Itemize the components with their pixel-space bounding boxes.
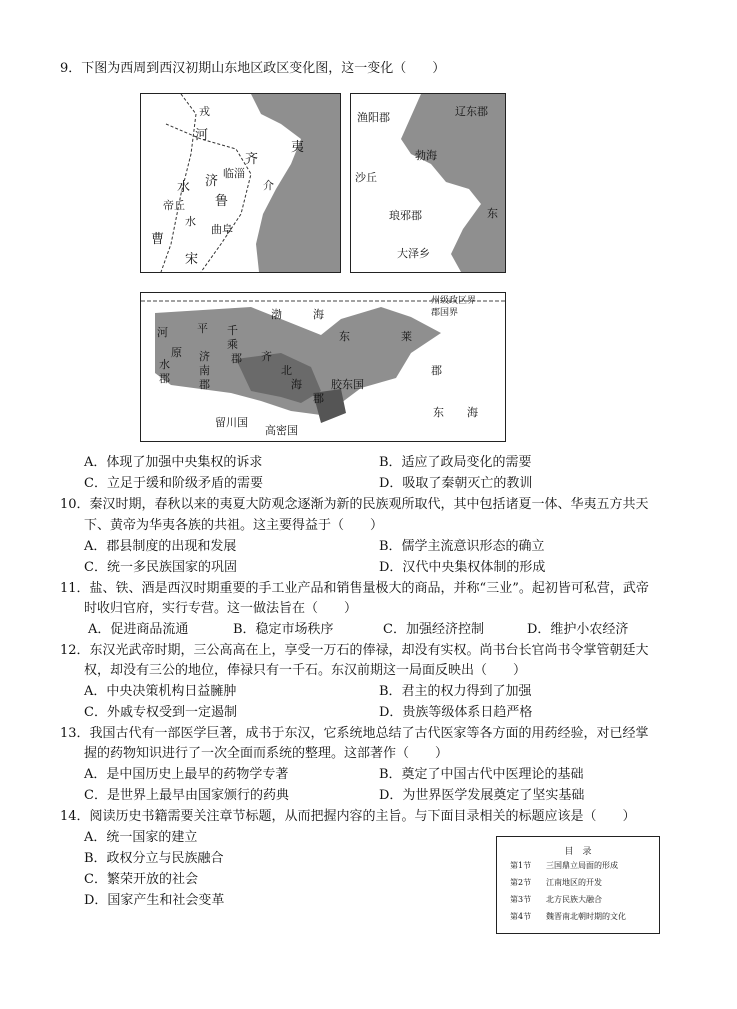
map3-label: 东 xyxy=(339,330,350,343)
q13-option-d[interactable]: D．为世界医学发展奠定了坚实基础 xyxy=(379,788,585,803)
map3-label: 海 xyxy=(313,308,324,321)
map1-label: 宋 xyxy=(185,252,199,267)
q11-option-d[interactable]: D．维护小农经济 xyxy=(527,622,629,637)
q9-stem: 9．下图为西周到西汉初期山东地区政区变化图，这一变化（ ） xyxy=(60,61,446,76)
toc-item-number: 第4节 xyxy=(510,912,532,921)
toc-item xyxy=(510,912,626,922)
map-western-zhou-shapes xyxy=(141,94,340,272)
map3-label: 胶东国 xyxy=(331,378,364,391)
map1-label: 济 xyxy=(205,174,219,189)
map1-label: 水 xyxy=(177,180,191,195)
map1-label: 齐 xyxy=(245,152,259,167)
map3-label: 千 xyxy=(227,324,238,337)
q11-stem-line1: 11．盐、铁、酒是西汉时期重要的手工业产品和销售量极大的商品，并称“三业”。起初皆可私营，武帝 xyxy=(60,581,649,596)
q14-option-b[interactable]: B．政权分立与民族融合 xyxy=(84,851,224,866)
q13-option-c[interactable]: C．是世界上最早由国家颁行的药典 xyxy=(84,788,289,803)
toc-item-title: 北方民族大融合 xyxy=(546,895,602,904)
q10-option-a[interactable]: A．郡县制度的出现和发展 xyxy=(84,539,237,554)
toc-item-number: 第2节 xyxy=(510,878,532,887)
q10-option-d[interactable]: D．汉代中央集权体制的形成 xyxy=(379,560,546,575)
map3-label: 南 xyxy=(199,364,210,377)
q12-option-b[interactable]: B．君主的权力得到了加强 xyxy=(379,684,532,699)
map3-label: 郡 xyxy=(199,378,210,391)
q10-stem-line2: 下、黄帝为华夷各族的共祖。这主要得益于（ ） xyxy=(84,518,384,533)
map2-label: 辽东郡 xyxy=(455,105,488,118)
toc-item xyxy=(510,878,602,888)
q14-option-c[interactable]: C．繁荣开放的社会 xyxy=(84,872,198,887)
map3-label: 郡 xyxy=(159,372,170,385)
map1-label: 临淄 xyxy=(223,167,245,180)
map3-label: 郡 xyxy=(231,352,242,365)
q11-option-b[interactable]: B．稳定市场秩序 xyxy=(233,622,334,637)
map1-label: 介 xyxy=(263,179,274,192)
map3-label: 乘 xyxy=(227,338,238,351)
q14-option-d[interactable]: D．国家产生和社会变革 xyxy=(84,893,225,908)
map2-label: 琅邪郡 xyxy=(389,209,422,222)
map1-label: 水 xyxy=(185,215,196,228)
q11-option-c[interactable]: C．加强经济控制 xyxy=(383,622,484,637)
q13-option-a[interactable]: A．是中国历史上最早的药物学专著 xyxy=(84,767,289,782)
map3-label: 东 xyxy=(433,406,444,419)
map-qin xyxy=(350,93,506,273)
map1-label: 夷 xyxy=(291,140,305,155)
map1-label: 鲁 xyxy=(215,194,229,209)
q13-option-b[interactable]: B．奠定了中国古代中医理论的基础 xyxy=(379,767,584,782)
q12-stem-line1: 12．东汉光武帝时期，三公高高在上，享受一万石的俸禄，却没有实权。尚书台长官尚书令掌管朝廷大 xyxy=(60,643,649,658)
q14-option-a[interactable]: A．统一国家的建立 xyxy=(84,830,198,845)
q10-option-b[interactable]: B．儒学主流意识形态的确立 xyxy=(379,539,545,554)
toc-item xyxy=(510,895,602,905)
map3-label: 海 xyxy=(467,406,478,419)
map1-label: 曹 xyxy=(151,232,165,247)
q9-option-c[interactable]: C．立足于缓和阶级矛盾的需要 xyxy=(84,476,263,491)
table-of-contents xyxy=(496,836,660,934)
q9-option-a[interactable]: A．体现了加强中央集权的诉求 xyxy=(84,455,263,470)
map3-label: 水 xyxy=(159,358,170,371)
toc-item-number: 第3节 xyxy=(510,895,532,904)
map1-label: 河 xyxy=(195,128,209,143)
map2-label: 沙丘 xyxy=(355,171,377,184)
toc-title: 目 录 xyxy=(564,847,592,857)
map3-label: 渤 xyxy=(271,308,282,321)
map3-label: 高密国 xyxy=(265,424,298,437)
map3-label: 济 xyxy=(199,350,210,363)
map3-label: 莱 xyxy=(401,330,412,343)
q14-stem: 14．阅读历史书籍需要关注章节标题，从而把握内容的主旨。与下面目录相关的标题应该是（ ） xyxy=(60,809,636,824)
map-western-han xyxy=(140,292,506,442)
q12-option-a[interactable]: A．中央决策机构日益臃肿 xyxy=(84,684,237,699)
map2-label: 东 xyxy=(487,207,498,220)
map2-label: 勃海 xyxy=(415,149,437,162)
q9-option-b[interactable]: B．适应了政局变化的需要 xyxy=(379,455,532,470)
q12-option-d[interactable]: D．贵族等级体系日趋严格 xyxy=(379,705,533,720)
map3-label: 留川国 xyxy=(215,416,248,429)
toc-item-title: 三国鼎立局面的形成 xyxy=(546,861,618,870)
map3-legend: 郡国界 xyxy=(431,308,459,318)
toc-item xyxy=(510,861,618,871)
map3-label: 平 xyxy=(197,322,208,335)
toc-item-title: 江南地区的开发 xyxy=(546,878,602,887)
map1-label: 曲阜 xyxy=(211,223,233,236)
map1-label: 戎 xyxy=(199,105,210,118)
toc-item-number: 第1节 xyxy=(510,861,532,870)
q12-option-c[interactable]: C．外戚专权受到一定遏制 xyxy=(84,705,237,720)
map3-label: 郡 xyxy=(313,392,324,405)
map3-label: 河 xyxy=(157,326,168,339)
map2-label: 渔阳郡 xyxy=(357,111,390,124)
toc-item-title: 魏晋南北朝时期的文化 xyxy=(546,912,626,921)
q11-option-a[interactable]: A．促进商品流通 xyxy=(88,622,189,637)
map3-legend: 州级政区界 xyxy=(431,296,477,306)
map3-label: 海 xyxy=(291,378,302,391)
map3-label: 齐 xyxy=(261,350,272,363)
q13-stem-line1: 13．我国古代有一部医学巨著，成书于东汉，它系统地总结了古代医家等各方面的用药经验，对已经掌 xyxy=(60,726,649,741)
map3-label: 北 xyxy=(281,364,292,377)
q12-stem-line2: 权，却没有三公的地位，俸禄只有一千石。东汉前期这一局面反映出（ ） xyxy=(84,663,527,678)
q10-option-c[interactable]: C．统一多民族国家的巩固 xyxy=(84,560,237,575)
map2-label: 大泽乡 xyxy=(397,247,430,260)
map-western-zhou xyxy=(140,93,341,273)
map3-label: 原 xyxy=(171,346,182,359)
q13-stem-line2: 握的药物知识进行了一次全面而系统的整理。这部著作（ ） xyxy=(84,746,449,761)
map1-label: 帝丘 xyxy=(163,199,185,212)
q10-stem-line1: 10．秦汉时期，春秋以来的夷夏大防观念逐渐为新的民族观所取代，其中包括诸夏一体、华夷五方共天 xyxy=(60,497,649,512)
map3-label: 郡 xyxy=(431,364,442,377)
q11-stem-line2: 时收归官府，实行专营。这一做法旨在（ ） xyxy=(84,601,358,616)
q9-option-d[interactable]: D．吸取了秦朝灭亡的教训 xyxy=(379,476,533,491)
